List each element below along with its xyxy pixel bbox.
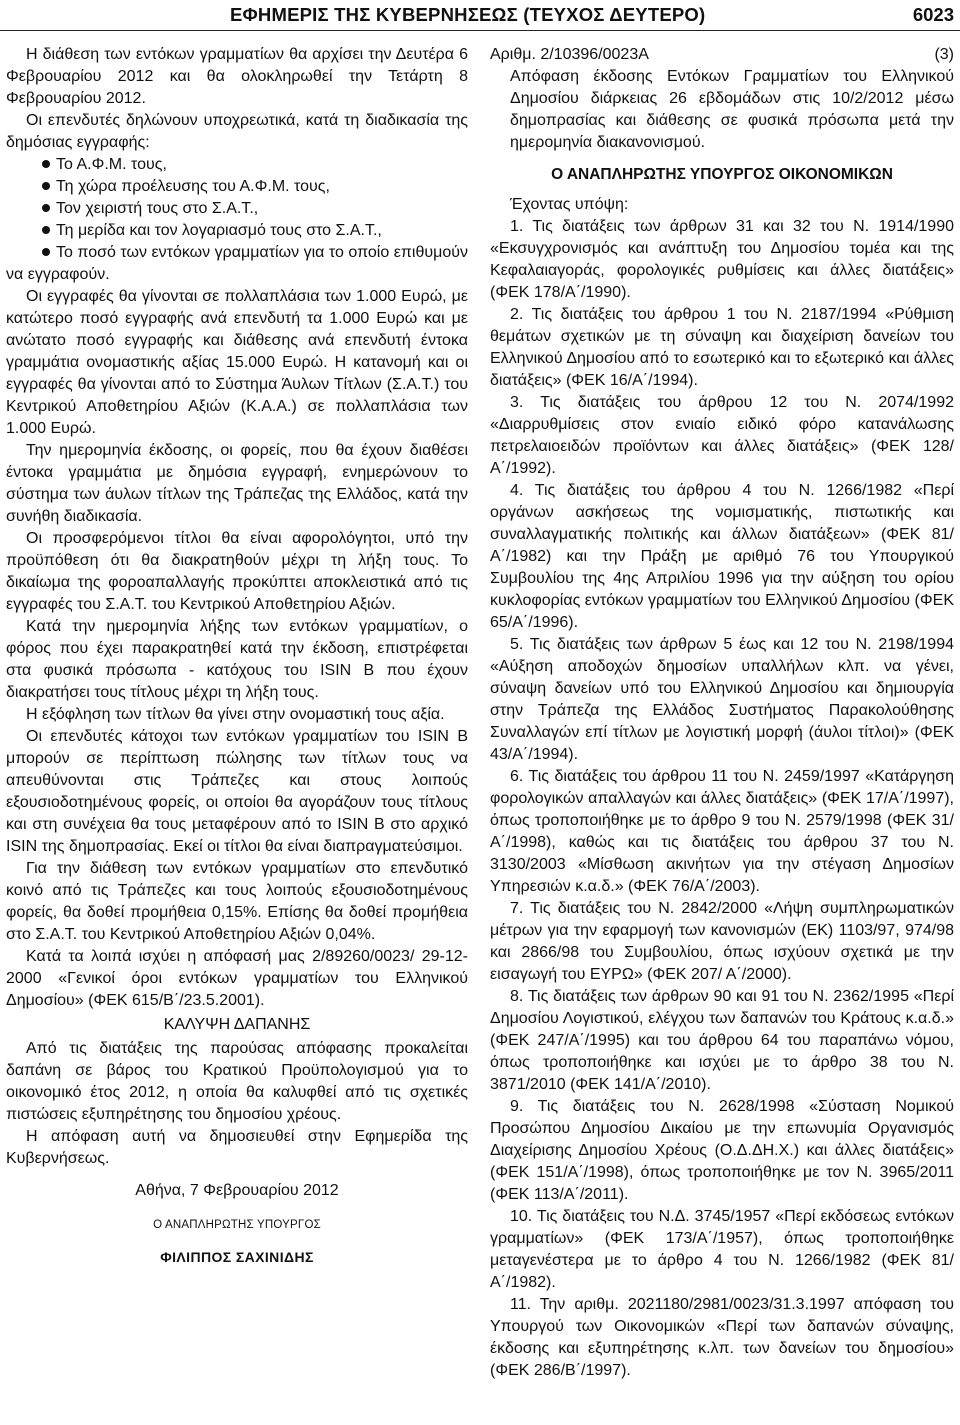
section-title: ΚΑΛΥΨΗ ΔΑΠΑΝΗΣ: [163, 1016, 311, 1033]
decision-index: (3): [934, 46, 954, 63]
decision-header: [490, 44, 954, 66]
paragraph: Από τις διατάξεις της παρούσας απόφασης προκαλείται δαπάνη σε βάρος του Κρατικού Προϋπολογισμού για το οικονομικό έτος 2012, η οποία θα καλυφθεί από τις σχετικές πιστώσεις εξυπηρέτησης του δημοσίου χρέους.: [6, 1040, 468, 1123]
left-column: [6, 44, 468, 1268]
signing-date: Αθήνα, 7 Φεβρουαρίου 2012: [135, 1182, 339, 1199]
bullet-icon: [42, 160, 50, 168]
bullet-icon: [42, 226, 50, 234]
paragraph: Οι επενδυτές κάτοχοι των εντόκων γραμματίων του ISIN Β μπορούν σε περίπτωση πώλησης των τίτλων τους να απευθύνονται στις Τράπεζες και στους λοιπούς εξουσιοδοτημένους φορείς, οι οποίοι θα αγοράζουν τους τίτλους και στη συνέχεια θα τους μεταφέρουν από το ISIN Β στο αρχικό ISIN της δημοπρασίας. Εκεί οι τίτλοι θα είναι διαπραγματεύσιμοι.: [6, 728, 468, 855]
bullet-item: [6, 220, 468, 242]
recital-item: 9. Τις διατάξεις του Ν. 2628/1998 «Σύσταση Νομικού Προσώπου Δημοσίου Δικαίου με την επωνυμία Οργανισμός Διαχείρισης Δημοσίου Χρέους (Ο.Δ.ΔΗ.Χ.) και άλλες διατάξεις» (ΦΕΚ 151/Α΄/1998), όπως τροποποιήθηκε με τον Ν. 3965/2011 (ΦΕΚ 113/Α΄/2011).: [490, 1098, 954, 1203]
bullet-icon: [42, 248, 50, 256]
paragraph: Η εξόφληση των τίτλων θα γίνει στην ονομαστική τους αξία.: [26, 706, 445, 723]
bullet-text: Τη χώρα προέλευσης του Α.Φ.Μ. τους,: [56, 178, 330, 195]
recital-item: 4. Τις διατάξεις του άρθρου 4 του Ν. 1266/1982 «Περί οργάνων ασκήσεως της νομισματικής, πιστωτικής και συναλλαγματικής πολιτικής και άλλων διατάξεων» (ΦΕΚ 81/Α΄/1982) και την Πράξη με αριθμό 76 του Υπουργικού Συμβουλίου της 4ης Απριλίου 1996 για την αύξηση του ορίου κυκλοφορίας εντόκων γραμματίων του Ελληνικού Δημοσίου (ΦΕΚ 65/Α΄/1996).: [490, 482, 954, 631]
paragraph: Την ημερομηνία έκδοσης, οι φορείς, που θα έχουν διαθέσει έντοκα γραμμάτια με δημόσια εγγραφή, ενημερώνουν το σύστημα των άυλων τίτλων της Τράπεζας της Ελλάδος, κατά την συνήθη διαδικασία.: [6, 442, 468, 525]
recital-item: 5. Τις διατάξεις των άρθρων 5 έως και 12 του Ν. 2198/1994 «Αύξηση αποδοχών δημοσίων υπαλλήλων κλπ. να γένει, σύναψη δανείων υπό του Ελληνικού Δημοσίου και δημιουργία στην Τράπεζα της Ελλάδος Συστήματος Παρακολούθησης Συναλλαγών επί τίτλων με λογιστική μορφή (άυλοι τίτλοι)» (ΦΕΚ 43/Α΄/1994).: [490, 636, 954, 763]
paragraph: Η απόφαση αυτή να δημοσιευθεί στην Εφημερίδα της Κυβερνήσεως.: [6, 1128, 468, 1167]
signer-title: Ο ΑΝΑΠΛΗΡΩΤΗΣ ΥΠΟΥΡΓΟΣ: [153, 1219, 321, 1231]
page-number: 6023: [912, 4, 954, 25]
recital-item: 1. Τις διατάξεις των άρθρων 31 και 32 του Ν. 1914/1990 «Εκσυγχρονισμός και ανάπτυξη του Δημοσίου τομέα και της Κεφαλαιαγοράς, φορολογικές ρυθμίσεις και άλλες διατάξεις» (ΦΕΚ 178/Α΄/1990).: [490, 218, 954, 301]
recital-item: 10. Τις διατάξεις του Ν.Δ. 3745/1957 «Περί εκδόσεως εντόκων γραμματίων» (ΦΕΚ 173/Α΄/1957), όπως τροποποιήθηκε μεταγενέστερα με το άρθρο 4 του Ν. 1266/1982 (ΦΕΚ 81/Α΄/1982).: [490, 1208, 954, 1291]
issuing-authority: Ο ΑΝΑΠΛΗΡΩΤΗΣ ΥΠΟΥΡΓΟΣ ΟΙΚΟΝΟΜΙΚΩΝ: [551, 166, 893, 183]
paragraph: Κατά την ημερομηνία λήξης των εντόκων γραμματίων, ο φόρος που έχει παρακρατηθεί κατά την έκδοση, επιστρέφεται στα φυσικά πρόσωπα - κατόχους του ISIN Β που έχουν διακρατήσει τους τίτλους μέχρι τη λήξη τους.: [6, 618, 468, 701]
paragraph: Οι προσφερόμενοι τίτλοι θα είναι αφορολόγητοι, υπό την προϋπόθεση ότι θα διακρατηθούν μέχρι τη λήξη τους. Το δικαίωμα της φοροαπαλλαγής προκύπτει αποκλειστικά από τις εγγραφές του Σ.Α.Τ. του Κεντρικού Αποθετηρίου Αξιών.: [6, 530, 468, 613]
signer-name: ΦΙΛΙΠΠΟΣ ΣΑΧΙΝΙΔΗΣ: [160, 1249, 314, 1265]
decision-number: Αριθμ. 2/10396/0023Α: [490, 46, 649, 63]
bullet-text: Το Α.Φ.Μ. τους,: [56, 156, 167, 173]
decision-title: Απόφαση έκδοσης Εντόκων Γραμματίων του Ελληνικού Δημοσίου διάρκειας 26 εβδομάδων στις 10/2/2012 μέσω δημοπρασίας και διάθεσης σε φυσικά πρόσωπα μετά την ημερομηνία διακανονισμού.: [510, 68, 954, 151]
paragraph: Οι εγγραφές θα γίνονται σε πολλαπλάσια των 1.000 Ευρώ, με κατώτερο ποσό εγγραφής ανά επενδυτή τα 1.000 Ευρώ και με ανώτατο ποσό εγγραφής και διάθεσης ανά επενδυτή έντοκα γραμμάτια ονομαστικής αξίας 15.000 Ευρώ. Η κατανομή και οι εγγραφές θα γίνονται από το Σύστημα Άυλων Τίτλων (Σ.Α.Τ.) του Κεντρικού Αποθετηρίου Αξιών (Κ.Α.Α.) σε πολλαπλάσια των 1.000 Ευρώ.: [6, 288, 468, 437]
bullet-item: [6, 242, 468, 286]
paragraph: Κατά τα λοιπά ισχύει η απόφασή μας 2/89260/0023/ 29-12-2000 «Γενικοί όροι εντόκων γραμματίων του Ελληνικού Δημοσίου» (ΦΕΚ 615/Β΄/23.5.2001).: [6, 948, 468, 1009]
page-header: [0, 0, 960, 36]
bullet-icon: [42, 204, 50, 212]
recital-item: 2. Τις διατάξεις του άρθρου 1 του Ν. 2187/1994 «Ρύθμιση θεμάτων σχετικών με τη σύναψη και διαχείριση δανείων του Ελληνικού Δημοσίου από το εσωτερικό και το εξωτερικό και άλλες διατάξεις» (ΦΕΚ 16/Α΄/1994).: [490, 306, 954, 389]
recital-item: 6. Τις διατάξεις του άρθρου 11 του Ν. 2459/1997 «Κατάργηση φορολογικών απαλλαγών και άλλες διατάξεις» (ΦΕΚ 17/Α΄/1997), όπως τροποποιήθηκε με το άρθρο 9 του Ν. 2579/1998 (ΦΕΚ 31/Α΄/1998), καθώς και τις διατάξεις του άρθρου 37 του Ν. 3130/2003 «Μίσθωση ακινήτων για την στέγαση Δημοσίων Υπηρεσιών κ.α.δ.» (ΦΕΚ 76/Α΄/2003).: [490, 768, 954, 895]
bullet-item: [6, 198, 468, 220]
recital-item: 7. Τις διατάξεις του Ν. 2842/2000 «Λήψη συμπληρωματικών μέτρων για την εφαρμογή των κανονισμών (ΕΚ) 1103/97, 974/98 και 2866/98 του Συμβουλίου, όπως ισχύουν σχετικά με την εισαγωγή του ΕΥΡΩ» (ΦΕΚ 207/ Α΄/2000).: [490, 900, 954, 983]
paragraph: Η διάθεση των εντόκων γραμματίων θα αρχίσει την Δευτέρα 6 Φεβρουαρίου 2012 και θα ολοκληρωθεί την Τετάρτη 8 Φεβρουαρίου 2012.: [6, 46, 468, 107]
recital-item: 8. Τις διατάξεις των άρθρων 90 και 91 του Ν. 2362/1995 «Περί Δημοσίου Λογιστικού, ελέγχου των δαπανών του Κράτους κ.α.δ.» (ΦΕΚ 247/Α΄/1995) και του άρθρου 64 του παραπάνω νόμου, όπως τροποποιήθηκε και ισχύει με το άρθρο 38 του Ν. 3871/2010 (ΦΕΚ 141/Α΄/2010).: [490, 988, 954, 1093]
gazette-title: ΕΦΗΜΕΡΙΣ ΤΗΣ ΚΥΒΕΡΝΗΣΕΩΣ (ΤΕΥΧΟΣ ΔΕΥΤΕΡΟ): [230, 4, 706, 25]
bullet-text: Το ποσό των εντόκων γραμματίων για το οποίο επιθυμούν να εγγραφούν.: [6, 244, 468, 283]
paragraph: Οι επενδυτές δηλώνουν υποχρεωτικά, κατά τη διαδικασία της δημόσιας εγγραφής:: [6, 112, 468, 151]
bullet-icon: [42, 182, 50, 190]
bullet-text: Τον χειριστή τους στο Σ.Α.Τ.,: [56, 200, 259, 217]
having-regard: Έχοντας υπόψη:: [510, 196, 629, 213]
bullet-item: [6, 176, 468, 198]
right-column: [490, 44, 954, 1382]
paragraph: Για την διάθεση των εντόκων γραμματίων στο επενδυτικό κοινό από τις Τράπεζες και τους λοιπούς εξουσιοδοτημένους φορείς, θα δοθεί προμήθεια 0,15%. Επίσης θα δοθεί προμήθεια στο Σ.Α.Τ. του Κεντρικού Αποθετηρίου Αξιών 0,04%.: [6, 860, 468, 943]
bullet-text: Τη μερίδα και τον λογαριασμό τους στο Σ.Α.Τ.,: [56, 222, 382, 239]
header-divider: [0, 30, 960, 31]
bullet-item: [6, 154, 468, 176]
recital-item: 11. Την αριθμ. 2021180/2981/0023/31.3.1997 απόφαση του Υπουργού των Οικονομικών «Περί των δαπανών σύναψης, έκδοσης και εξυπηρέτησης κ.λπ. των δανείων του δημοσίου» (ΦΕΚ 286/Β΄/1997).: [490, 1296, 954, 1379]
recital-item: 3. Τις διατάξεις του άρθρου 12 του Ν. 2074/1992 «Διαρρυθμίσεις στον ενιαίο ειδικό φόρο κατανάλωσης πετρελαιοειδών προϊόντων και άλλες διατάξεις» (ΦΕΚ 128/Α΄/1992).: [490, 394, 954, 477]
